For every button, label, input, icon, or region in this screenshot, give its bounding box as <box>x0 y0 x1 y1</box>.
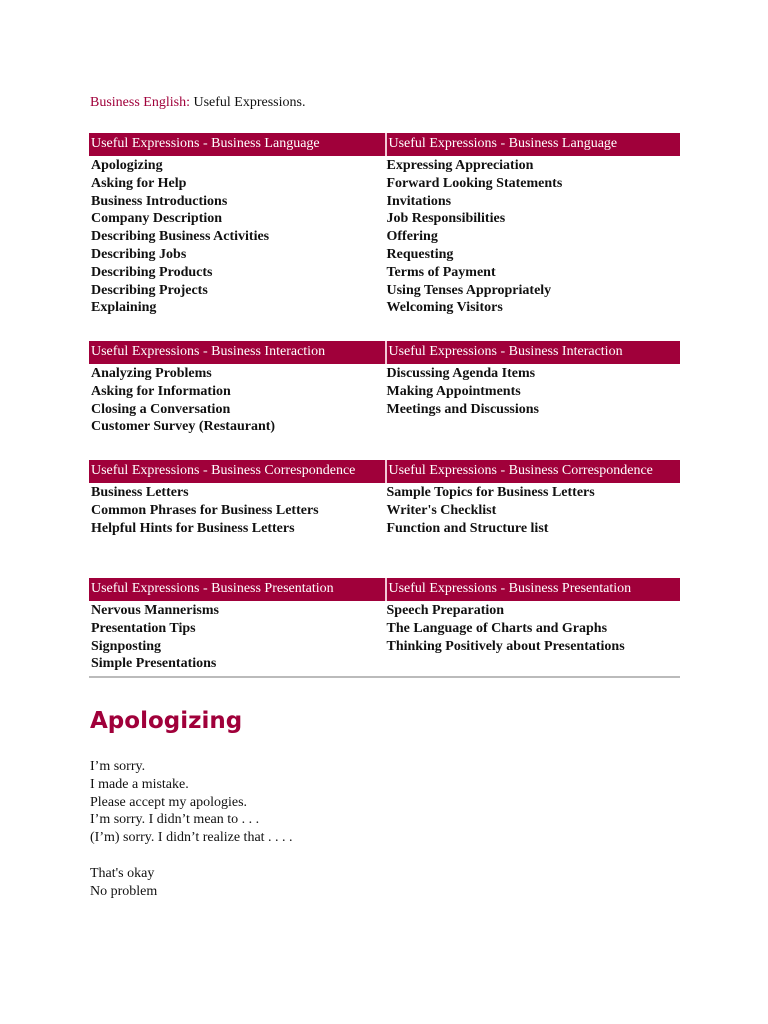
topic-link[interactable]: The Language of Charts and Graphs <box>386 620 608 636</box>
header-cell: Useful Expressions - Business Language <box>91 136 320 151</box>
responses-list <box>90 865 157 901</box>
right-column <box>385 365 681 436</box>
topic-link[interactable]: Thinking Positively about Presentations <box>386 638 625 654</box>
expression-line: I’m sorry. <box>90 759 146 774</box>
topic-link[interactable]: Asking for Information <box>91 383 231 399</box>
left-column <box>89 602 385 673</box>
expression-line: I’m sorry. I didn’t mean to . . . <box>90 812 260 828</box>
topic-link[interactable]: Asking for Help <box>91 175 187 191</box>
topic-link[interactable]: Explaining <box>91 300 157 316</box>
title-rest: Useful Expressions. <box>189 95 306 110</box>
topic-link[interactable]: Describing Products <box>91 264 213 280</box>
topic-link[interactable]: Speech Preparation <box>386 603 505 618</box>
topic-link[interactable]: Helpful Hints for Business Letters <box>91 520 295 536</box>
expression-line: That's okay <box>90 866 155 881</box>
topic-link[interactable]: Meetings and Discussions <box>386 401 539 417</box>
topic-link[interactable]: Terms of Payment <box>386 264 496 280</box>
topic-link[interactable]: Using Tenses Appropriately <box>386 282 552 298</box>
topic-link[interactable]: Requesting <box>386 246 454 262</box>
topic-link[interactable]: Closing a Conversation <box>91 401 231 417</box>
topic-link[interactable]: Invitations <box>386 193 452 209</box>
divider <box>89 676 680 678</box>
link-table-section <box>89 460 680 537</box>
topic-link[interactable]: Writer's Checklist <box>386 502 497 518</box>
topic-link[interactable]: Welcoming Visitors <box>386 300 503 316</box>
header-cell: Useful Expressions - Business Presentation <box>385 578 681 601</box>
topic-link[interactable]: Sample Topics for Business Letters <box>386 485 595 500</box>
link-table-section <box>89 341 680 436</box>
right-column <box>385 602 681 673</box>
expression-line: (I’m) sorry. I didn’t realize that . . . . <box>90 830 293 846</box>
link-table-section <box>89 133 680 317</box>
topic-link[interactable]: Analyzing Problems <box>91 366 212 381</box>
topic-link[interactable]: Common Phrases for Business Letters <box>91 502 319 518</box>
topic-link[interactable]: Making Appointments <box>386 383 521 399</box>
left-column <box>89 365 385 436</box>
title-brand: Business English: <box>90 95 190 110</box>
expression-line: No problem <box>90 883 158 899</box>
topic-link[interactable]: Discussing Agenda Items <box>386 366 536 381</box>
topic-link[interactable]: Expressing Appreciation <box>386 158 534 173</box>
topic-link[interactable]: Apologizing <box>91 158 163 173</box>
header-cell: Useful Expressions - Business Language <box>385 133 681 156</box>
right-column <box>385 484 681 537</box>
topic-link[interactable]: Describing Projects <box>91 282 208 298</box>
header-cell: Useful Expressions - Business Interaction <box>91 344 326 359</box>
topic-link[interactable]: Nervous Mannerisms <box>91 603 219 618</box>
right-column <box>385 157 681 317</box>
header-cell: Useful Expressions - Business Correspondence <box>91 463 356 478</box>
topic-link[interactable]: Forward Looking Statements <box>386 175 563 191</box>
topic-link[interactable]: Signposting <box>91 638 162 654</box>
table-header <box>89 578 680 601</box>
topic-link[interactable]: Business Letters <box>91 485 189 500</box>
topic-link[interactable]: Job Responsibilities <box>386 211 506 227</box>
left-column <box>89 157 385 317</box>
topic-link[interactable]: Company Description <box>91 211 223 227</box>
topic-link[interactable]: Offering <box>386 229 438 245</box>
topic-link[interactable]: Function and Structure list <box>386 520 549 536</box>
topic-link[interactable]: Describing Jobs <box>91 246 187 262</box>
topic-link[interactable]: Describing Business Activities <box>91 229 270 245</box>
document-title <box>90 95 305 111</box>
table-header <box>89 341 680 364</box>
expression-line: Please accept my apologies. <box>90 794 248 810</box>
table-header <box>89 133 680 156</box>
header-cell: Useful Expressions - Business Interaction <box>385 341 681 364</box>
topic-link[interactable]: Simple Presentations <box>91 656 217 672</box>
link-table-section <box>89 578 680 673</box>
expression-line: I made a mistake. <box>90 776 189 792</box>
topic-link[interactable]: Presentation Tips <box>91 620 196 636</box>
header-cell: Useful Expressions - Business Presentation <box>91 581 334 596</box>
table-header <box>89 460 680 483</box>
left-column <box>89 484 385 537</box>
topic-link[interactable]: Business Introductions <box>91 193 228 209</box>
header-cell: Useful Expressions - Business Correspondence <box>385 460 681 483</box>
topic-link[interactable]: Customer Survey (Restaurant) <box>91 419 276 435</box>
section-heading: Apologizing <box>90 708 243 734</box>
expressions-list <box>90 758 293 847</box>
